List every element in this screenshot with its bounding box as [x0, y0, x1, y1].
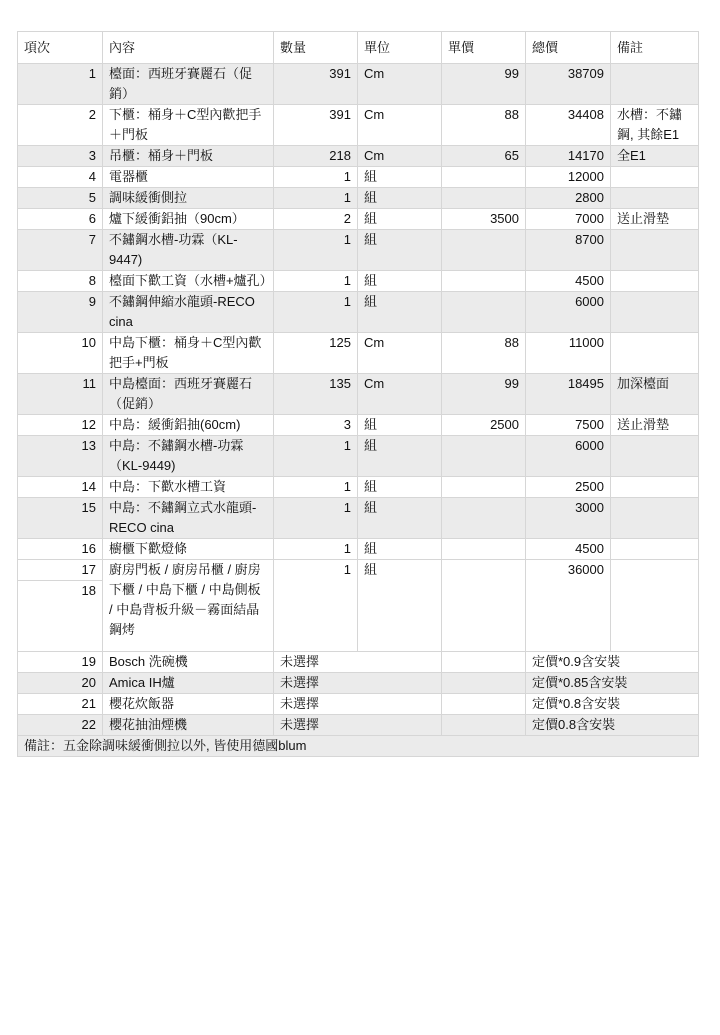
table-row: [18, 539, 699, 560]
item-price: [442, 167, 526, 188]
item-total: 12000: [526, 167, 611, 188]
item-total: 2800: [526, 188, 611, 209]
item-total: 7500: [526, 415, 611, 436]
item-number: 22: [18, 715, 103, 736]
item-number: 2: [18, 105, 103, 146]
item-content: 爐下緩衝鋁抽（90cm）: [103, 209, 274, 230]
item-quantity: 391: [274, 64, 358, 105]
item-quantity: 1: [274, 230, 358, 271]
table-row: [18, 209, 699, 230]
item-remark: [611, 64, 699, 105]
item-price: 3500: [442, 209, 526, 230]
item-price: [442, 477, 526, 498]
item-remark: 全E1: [611, 146, 699, 167]
item-content: 中島：下歡水槽工資: [103, 477, 274, 498]
item-status: 未選擇: [274, 652, 442, 673]
item-number: 19: [18, 652, 103, 673]
table-row: [18, 105, 699, 146]
item-unit: Cm: [358, 333, 442, 374]
item-remark: [611, 230, 699, 271]
item-quantity: 1: [274, 167, 358, 188]
item-unit: 組: [358, 271, 442, 292]
table-row: [18, 230, 699, 271]
item-total: 4500: [526, 539, 611, 560]
item-total: 8700: [526, 230, 611, 271]
item-remark: [611, 539, 699, 560]
item-total: 11000: [526, 333, 611, 374]
header-cell: 數量: [274, 32, 358, 64]
item-total: 14170: [526, 146, 611, 167]
item-quantity: 125: [274, 333, 358, 374]
item-content: 檯面下歡工資（水槽+爐孔）: [103, 271, 274, 292]
item-remark: [611, 188, 699, 209]
table-row: [18, 477, 699, 498]
item-content: 不鏽鋼水槽-功霖（KL-9447): [103, 230, 274, 271]
item-unit: 組: [358, 498, 442, 539]
item-number: 8: [18, 271, 103, 292]
item-quantity: 218: [274, 146, 358, 167]
table-row: [18, 333, 699, 374]
item-content: 櫥櫃下歡燈條: [103, 539, 274, 560]
item-status: 未選擇: [274, 673, 442, 694]
item-number: 14: [18, 477, 103, 498]
item-remark: [611, 292, 699, 333]
item-number: 11: [18, 374, 103, 415]
appliance-row: [18, 673, 699, 694]
header-row: [18, 32, 699, 64]
item-unit: 組: [358, 188, 442, 209]
item-remark: 定價*0.9含安裝: [526, 652, 699, 673]
item-remark: [611, 333, 699, 374]
item-price: 88: [442, 105, 526, 146]
item-unit: 組: [358, 539, 442, 560]
quote-table: [17, 31, 699, 757]
item-remark: [611, 560, 699, 652]
merged-row-top: [18, 560, 699, 581]
item-price: [442, 292, 526, 333]
item-price: [442, 498, 526, 539]
item-quantity: 1: [274, 271, 358, 292]
item-number: 17: [18, 560, 103, 581]
table-row: [18, 271, 699, 292]
appliance-row: [18, 652, 699, 673]
item-content: 中島：緩衝鋁抽(60cm): [103, 415, 274, 436]
item-unit: Cm: [358, 64, 442, 105]
appliance-row: [18, 715, 699, 736]
item-number: 10: [18, 333, 103, 374]
table-row: [18, 374, 699, 415]
item-number: 5: [18, 188, 103, 209]
item-price: [442, 715, 526, 736]
item-price: [442, 560, 526, 652]
item-total: 3000: [526, 498, 611, 539]
item-number: 15: [18, 498, 103, 539]
item-content: 吊櫃：桶身＋門板: [103, 146, 274, 167]
table-row: [18, 146, 699, 167]
item-quantity: 1: [274, 539, 358, 560]
item-number: 16: [18, 539, 103, 560]
item-total: 34408: [526, 105, 611, 146]
item-price: [442, 436, 526, 477]
item-price: [442, 652, 526, 673]
item-total: 38709: [526, 64, 611, 105]
item-number: 7: [18, 230, 103, 271]
item-quantity: 2: [274, 209, 358, 230]
item-number: 18: [18, 581, 103, 652]
item-unit: Cm: [358, 105, 442, 146]
item-content: Amica IH爐: [103, 673, 274, 694]
item-remark: [611, 436, 699, 477]
table-row: [18, 292, 699, 333]
item-unit: 組: [358, 209, 442, 230]
item-total: 7000: [526, 209, 611, 230]
item-quantity: 135: [274, 374, 358, 415]
header-cell: 內容: [103, 32, 274, 64]
item-number: 3: [18, 146, 103, 167]
item-unit: 組: [358, 415, 442, 436]
item-price: 99: [442, 374, 526, 415]
header-cell: 項次: [18, 32, 103, 64]
item-remark: 定價*0.85含安裝: [526, 673, 699, 694]
item-price: [442, 673, 526, 694]
item-unit: 組: [358, 436, 442, 477]
item-price: 99: [442, 64, 526, 105]
item-remark: 送止滑墊: [611, 209, 699, 230]
item-quantity: 1: [274, 477, 358, 498]
item-price: 65: [442, 146, 526, 167]
item-number: 1: [18, 64, 103, 105]
footer-note: 備註：五金除調味緩衝側拉以外, 皆使用德國blum: [18, 736, 699, 757]
item-number: 13: [18, 436, 103, 477]
item-remark: 定價*0.8含安裝: [526, 694, 699, 715]
item-remark: [611, 477, 699, 498]
item-number: 6: [18, 209, 103, 230]
table-row: [18, 498, 699, 539]
item-quantity: 1: [274, 498, 358, 539]
item-content: 櫻花炊飯器: [103, 694, 274, 715]
item-total: 36000: [526, 560, 611, 652]
item-quantity: 1: [274, 292, 358, 333]
item-quantity: 391: [274, 105, 358, 146]
item-number: 4: [18, 167, 103, 188]
item-quantity: 1: [274, 560, 358, 652]
item-status: 未選擇: [274, 694, 442, 715]
item-unit: 組: [358, 167, 442, 188]
item-unit: Cm: [358, 146, 442, 167]
item-content: 下櫃：桶身＋C型內歡把手＋門板: [103, 105, 274, 146]
item-number: 12: [18, 415, 103, 436]
item-unit: 組: [358, 230, 442, 271]
item-content: Bosch 洗碗機: [103, 652, 274, 673]
header-cell: 總價: [526, 32, 611, 64]
item-total: 6000: [526, 436, 611, 477]
item-unit: 組: [358, 292, 442, 333]
item-quantity: 3: [274, 415, 358, 436]
item-price: 2500: [442, 415, 526, 436]
item-remark: [611, 167, 699, 188]
appliance-row: [18, 694, 699, 715]
item-content: 不鏽鋼伸縮水龍頭-RECO cina: [103, 292, 274, 333]
table-row: [18, 64, 699, 105]
item-content: 中島下櫃：桶身＋C型內歡把手+門板: [103, 333, 274, 374]
item-quantity: 1: [274, 188, 358, 209]
table-row: [18, 415, 699, 436]
header-cell: 備註: [611, 32, 699, 64]
item-number: 21: [18, 694, 103, 715]
table-row: [18, 436, 699, 477]
table-row: [18, 167, 699, 188]
item-unit: 組: [358, 560, 442, 652]
quote-body: [18, 64, 699, 736]
item-number: 9: [18, 292, 103, 333]
item-price: [442, 694, 526, 715]
item-remark: 加深檯面: [611, 374, 699, 415]
header-cell: 單位: [358, 32, 442, 64]
item-content: 櫻花抽油煙機: [103, 715, 274, 736]
item-content: 電器櫃: [103, 167, 274, 188]
item-unit: 組: [358, 477, 442, 498]
item-content: 檯面：西班牙賽麗石（促銷）: [103, 64, 274, 105]
item-price: [442, 539, 526, 560]
item-content: 中島檯面：西班牙賽麗石（促銷）: [103, 374, 274, 415]
item-remark: 水槽：不鏽鋼, 其餘E1: [611, 105, 699, 146]
item-remark: 送止滑墊: [611, 415, 699, 436]
item-quantity: 1: [274, 436, 358, 477]
footer-note-row: [18, 736, 699, 757]
item-price: [442, 188, 526, 209]
item-status: 未選擇: [274, 715, 442, 736]
item-price: [442, 230, 526, 271]
item-content: 中島：不鏽鋼立式水龍頭-RECO cina: [103, 498, 274, 539]
item-total: 18495: [526, 374, 611, 415]
item-content: 廚房門板 / 廚房吊櫃 / 廚房下櫃 / 中島下櫃 / 中島側板 / 中島背板升級－霧面結晶鋼烤: [103, 560, 274, 652]
item-price: 88: [442, 333, 526, 374]
item-total: 4500: [526, 271, 611, 292]
header-cell: 單價: [442, 32, 526, 64]
item-remark: [611, 271, 699, 292]
item-content: 中島：不鏽鋼水槽-功霖（KL-9449): [103, 436, 274, 477]
item-content: 調味緩衝側拉: [103, 188, 274, 209]
item-total: 6000: [526, 292, 611, 333]
item-total: 2500: [526, 477, 611, 498]
item-unit: Cm: [358, 374, 442, 415]
table-row: [18, 188, 699, 209]
item-remark: 定價0.8含安裝: [526, 715, 699, 736]
item-price: [442, 271, 526, 292]
item-remark: [611, 498, 699, 539]
item-number: 20: [18, 673, 103, 694]
